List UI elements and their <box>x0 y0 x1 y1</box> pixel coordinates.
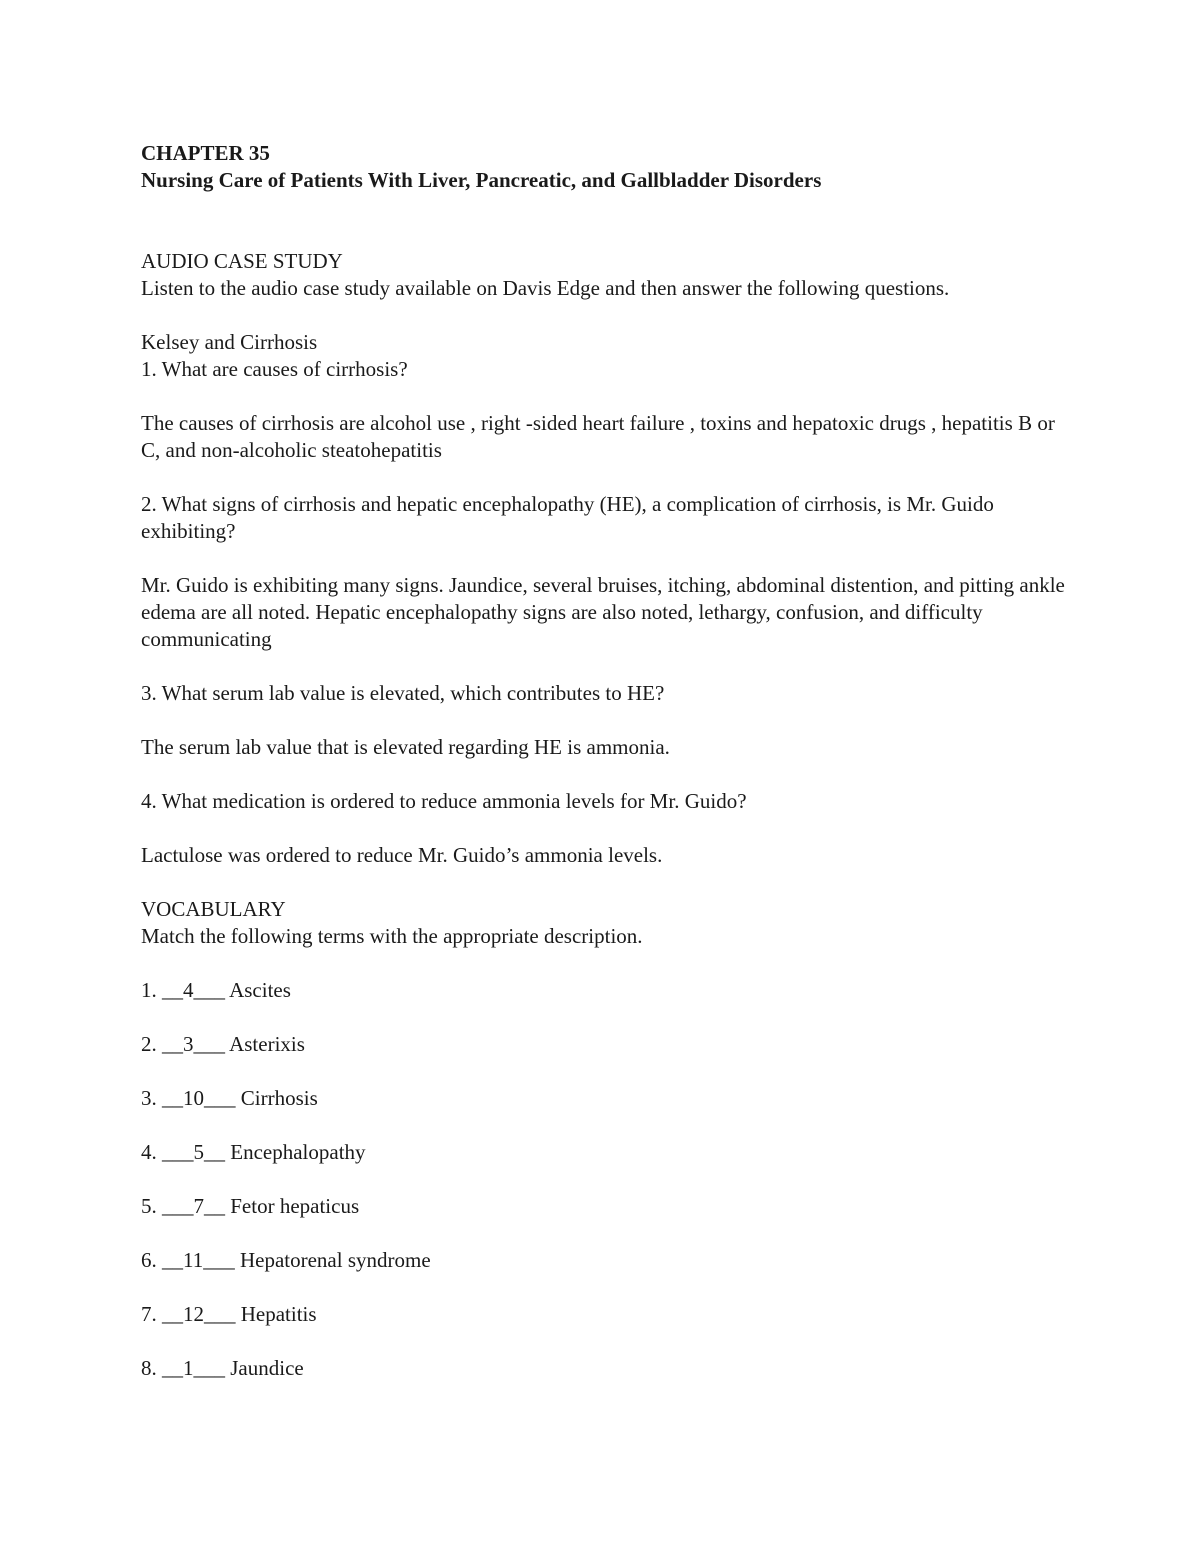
answer-2: Mr. Guido is exhibiting many signs. Jaundice, several bruises, itching, abdominal distention, and pitting ankle edema are all noted. Hepatic encephalopathy signs are also noted, lethargy, confusion, and difficulty communicating <box>141 573 1071 651</box>
chapter-title: Nursing Care of Patients With Liver, Pancreatic, and Gallbladder Disorders <box>141 168 822 192</box>
vocab-item-8: 8. __1___ Jaundice <box>141 1356 304 1380</box>
document-page <box>141 140 1071 1382</box>
vocab-item-6: 6. __11___ Hepatorenal syndrome <box>141 1248 431 1272</box>
vocab-item-7: 7. __12___ Hepatitis <box>141 1302 317 1326</box>
question-3: 3. What serum lab value is elevated, which contributes to HE? <box>141 681 665 705</box>
question-2: 2. What signs of cirrhosis and hepatic encephalopathy (HE), a complication of cirrhosis, is Mr. Guido exhibiting? <box>141 492 1000 543</box>
question-1: 1. What are causes of cirrhosis? <box>141 357 408 381</box>
vocab-item-4: 4. ___5__ Encephalopathy <box>141 1140 366 1164</box>
answer-1: The causes of cirrhosis are alcohol use , right -sided heart failure , toxins and hepatoxic drugs , hepatitis B or C, and non-alcoholic steatohepatitis <box>141 411 1061 462</box>
vocab-item-3: 3. __10___ Cirrhosis <box>141 1086 318 1110</box>
audio-instructions: Listen to the audio case study available on Davis Edge and then answer the following questions. <box>141 276 950 300</box>
case-title: Kelsey and Cirrhosis <box>141 330 318 354</box>
audio-case-study-heading: AUDIO CASE STUDY <box>141 249 343 273</box>
vocabulary-instructions: Match the following terms with the appropriate description. <box>141 924 643 948</box>
answer-3: The serum lab value that is elevated regarding HE is ammonia. <box>141 735 670 759</box>
question-4: 4. What medication is ordered to reduce ammonia levels for Mr. Guido? <box>141 789 747 813</box>
vocabulary-heading: VOCABULARY <box>141 897 286 921</box>
chapter-label: CHAPTER 35 <box>141 141 270 165</box>
vocab-item-2: 2. __3___ Asterixis <box>141 1032 305 1056</box>
vocab-item-1: 1. __4___ Ascites <box>141 978 291 1002</box>
answer-4: Lactulose was ordered to reduce Mr. Guido’s ammonia levels. <box>141 843 663 867</box>
vocab-item-5: 5. ___7__ Fetor hepaticus <box>141 1194 360 1218</box>
